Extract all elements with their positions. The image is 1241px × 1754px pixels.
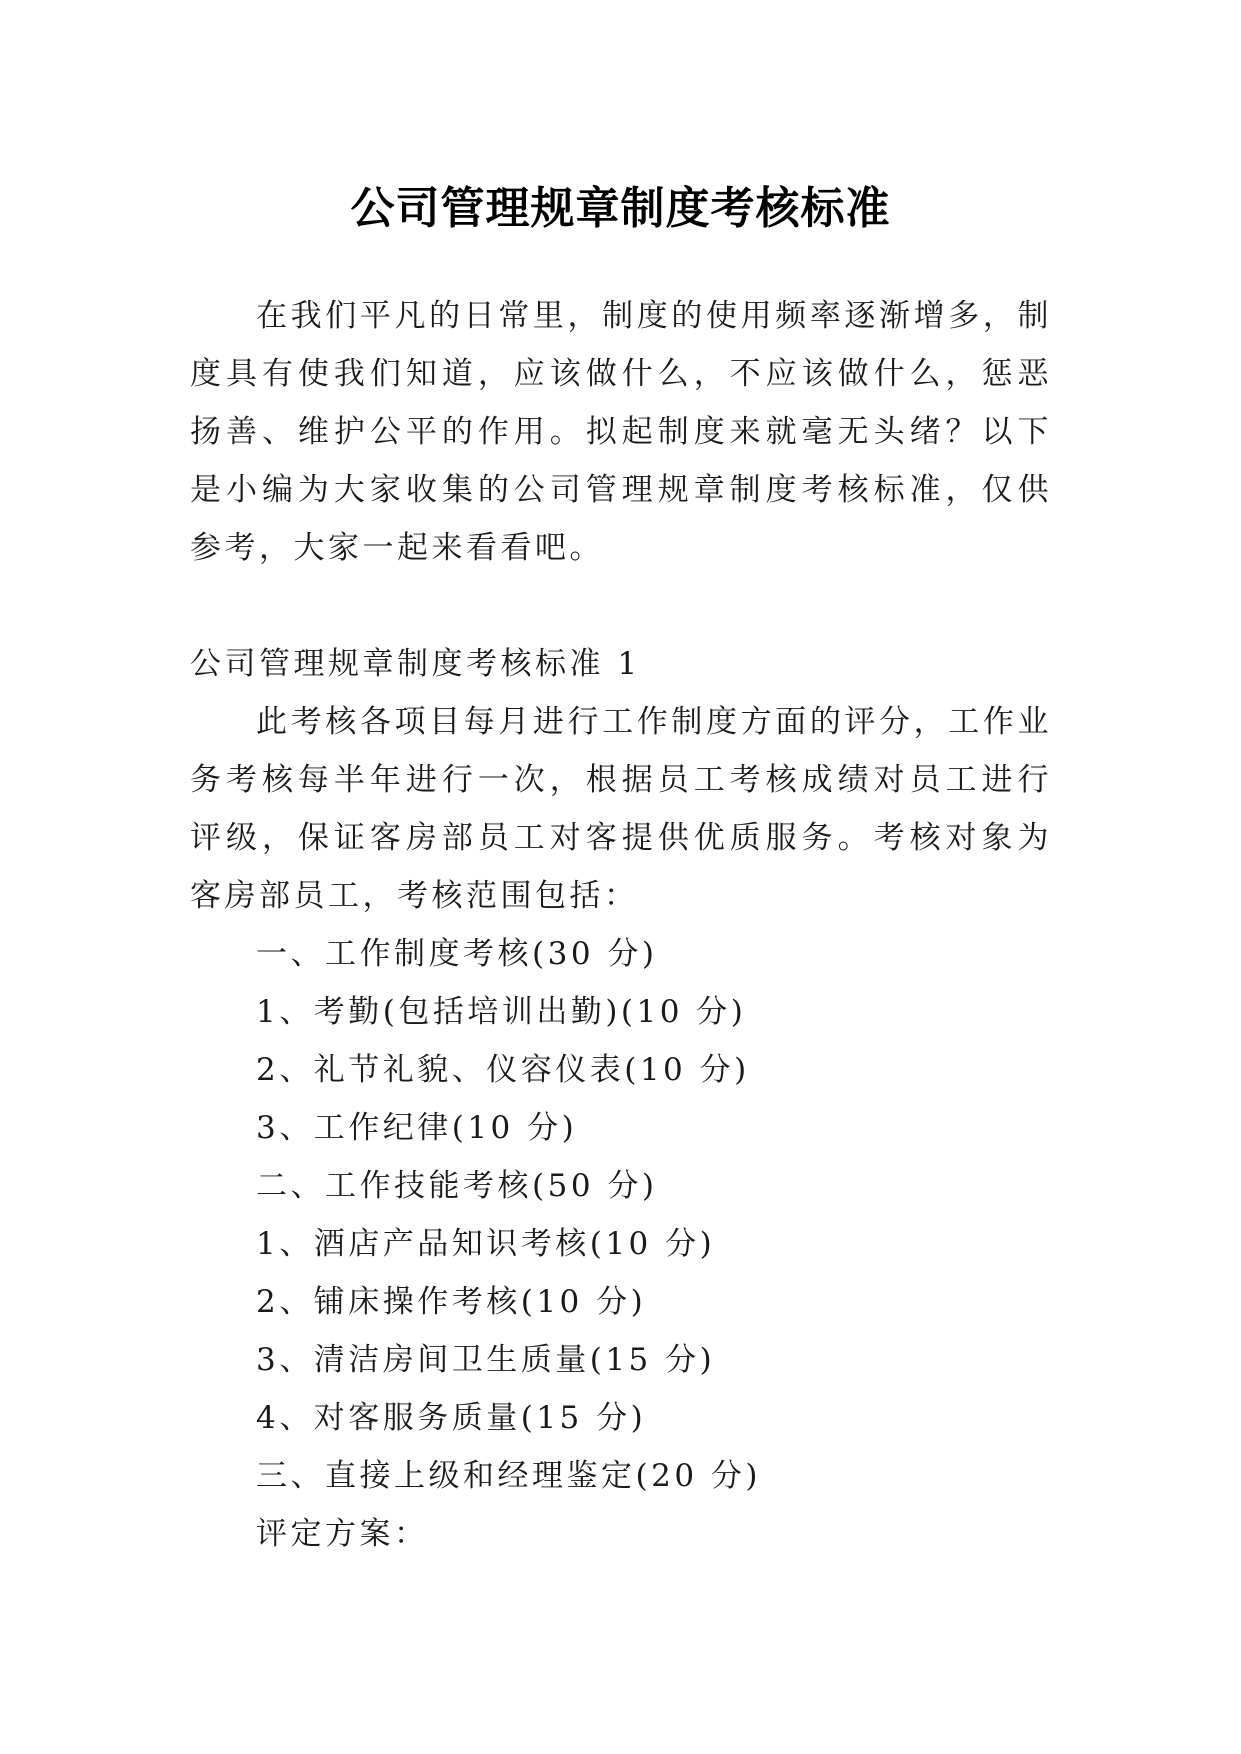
- list-item: 二、工作技能考核(50 分): [256, 1168, 658, 1204]
- list-item: 3、清洁房间卫生质量(15 分): [256, 1342, 716, 1378]
- list-item: 2、礼节礼貌、仪容仪表(10 分): [256, 1052, 750, 1088]
- list-item: 4、对客服务质量(15 分): [256, 1400, 647, 1436]
- list-item: 3、工作纪律(10 分): [256, 1110, 578, 1146]
- list-item: 1、酒店产品知识考核(10 分): [256, 1226, 716, 1262]
- list-item: 评定方案：: [256, 1516, 429, 1552]
- document-title: 公司管理规章制度考核标准: [350, 183, 891, 235]
- list-item: 一、工作制度考核(30 分): [256, 936, 658, 972]
- list-item: 1、考勤(包括培训出勤)(10 分): [256, 994, 747, 1030]
- intro-paragraph: 在我们平凡的日常里，制度的使用频率逐渐增多，制度具有使我们知道，应该做什么，不应该做什么，惩恶扬善、维护公平的作用。拟起制度来就毫无头绪？以下是小编为大家收集的公司管理规章制度考核标准，仅供参考，大家一起来看看吧。: [190, 298, 1052, 566]
- section-heading: 公司管理规章制度考核标准 1: [190, 646, 641, 682]
- list-item: 2、铺床操作考核(10 分): [256, 1284, 647, 1320]
- section-paragraph: 此考核各项目每月进行工作制度方面的评分，工作业务考核每半年进行一次，根据员工考核成绩对员工进行评级，保证客房部员工对客提供优质服务。考核对象为客房部员工，考核范围包括：: [190, 704, 1052, 914]
- assessment-list: [256, 925, 1056, 1563]
- list-item: 三、直接上级和经理鉴定(20 分): [256, 1458, 761, 1494]
